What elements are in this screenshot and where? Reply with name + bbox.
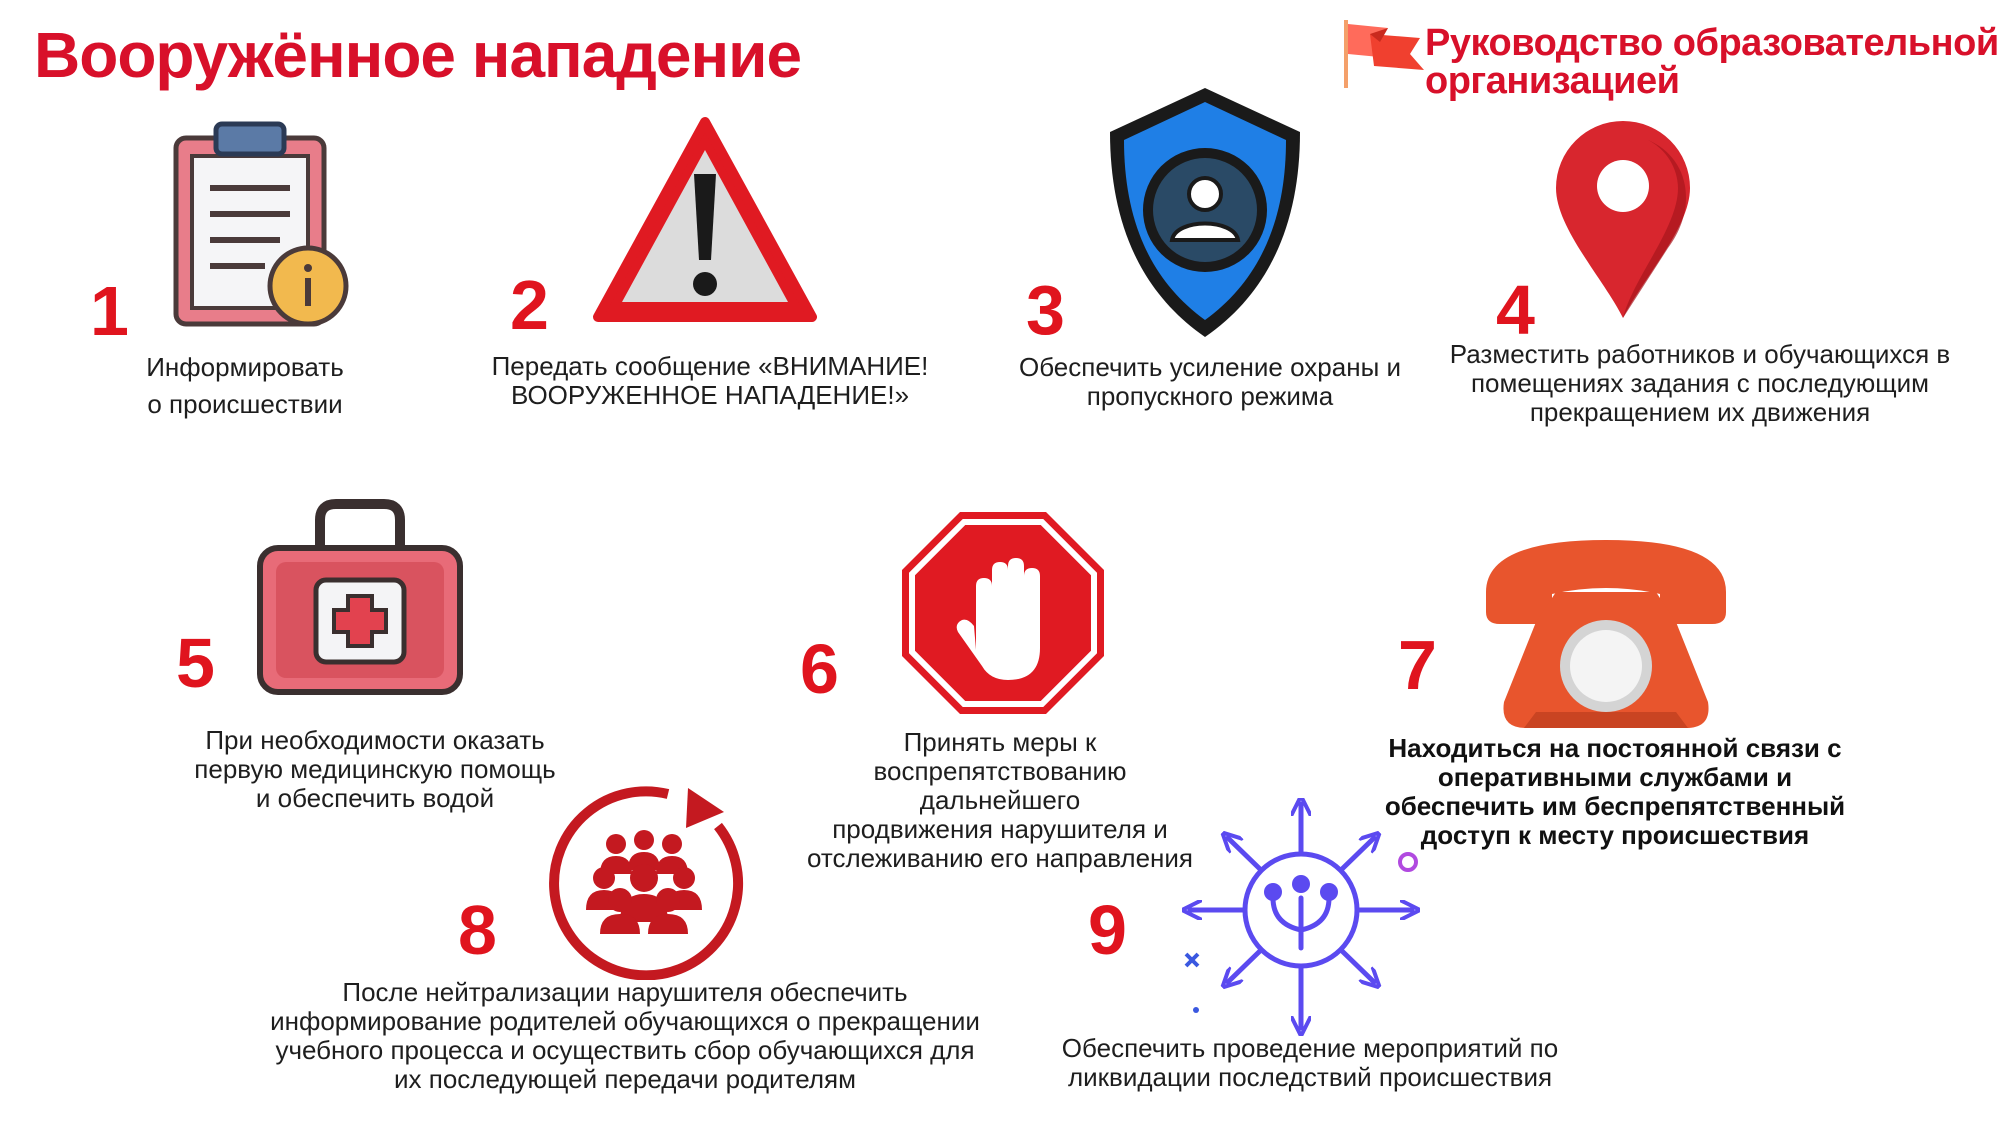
- group-gathering-icon: [542, 782, 752, 980]
- step-2-line: Передать сообщение «ВНИМАНИЕ!: [491, 351, 929, 381]
- step-5-line: и обеспечить водой: [255, 783, 495, 813]
- step-3-text: [1005, 353, 1415, 411]
- step-2-text: [490, 352, 930, 410]
- step-9-text: [1030, 1034, 1590, 1092]
- role-line-2: организацией: [1425, 60, 1680, 102]
- step-7-line: Находиться на постоянной связи с: [1388, 733, 1842, 763]
- step-7-number: 7: [1398, 626, 1437, 704]
- step-5-text: [190, 726, 560, 813]
- step-1-text: [110, 353, 380, 419]
- step-6-text: [795, 728, 1205, 873]
- distribution-arrows-icon: [1176, 798, 1426, 1038]
- step-9-line: ликвидации последствий происшествия: [1067, 1062, 1553, 1092]
- telephone-icon: [1476, 532, 1736, 732]
- step-8-line: информирование родителей обучающихся о прекращении: [270, 1006, 980, 1036]
- step-5-number: 5: [176, 624, 215, 702]
- step-3-line: Обеспечить усиление охраны и: [1018, 352, 1401, 382]
- step-7-line: доступ к месту происшествия: [1420, 820, 1810, 850]
- step-9-number: 9: [1088, 891, 1127, 969]
- page-title: Вооружённое нападение: [34, 19, 802, 91]
- role-line-1: Руководство образовательной: [1425, 22, 1999, 64]
- step-8-text: [270, 978, 980, 1094]
- step-6-number: 6: [800, 630, 839, 708]
- step-6-line: воспрепятствованию дальнейшего: [873, 756, 1127, 815]
- step-8-number: 8: [458, 891, 497, 969]
- step-6-line: отслеживанию его направления: [806, 843, 1194, 873]
- step-8-line: После нейтрализации нарушителя обеспечить: [342, 977, 908, 1007]
- first-aid-kit-icon: [254, 498, 466, 698]
- flag-icon: [1340, 18, 1430, 90]
- role-heading: [1425, 24, 1999, 100]
- step-4-number: 4: [1496, 271, 1535, 349]
- security-shield-icon: [1100, 82, 1310, 344]
- step-4-text: [1440, 340, 1960, 427]
- step-1-line: о происшествии: [147, 389, 343, 419]
- step-2-number: 2: [510, 266, 549, 344]
- step-2-line: ВООРУЖЕННОЕ НАПАДЕНИЕ!»: [510, 380, 910, 410]
- step-9-line: Обеспечить проведение мероприятий по: [1061, 1033, 1559, 1063]
- step-6-line: Принять меры к: [903, 727, 1097, 757]
- step-7-line: оперативными службами и: [1437, 762, 1793, 792]
- clipboard-info-icon: [170, 118, 360, 328]
- step-8-line: их последующей передачи родителям: [394, 1064, 856, 1094]
- step-6-line: продвижения нарушителя и: [832, 814, 1168, 844]
- step-7-line: обеспечить им беспрепятственный: [1384, 791, 1846, 821]
- step-1-number: 1: [90, 272, 129, 350]
- stop-hand-icon: [898, 508, 1108, 718]
- step-4-line: Разместить работников и обучающихся в: [1449, 339, 1951, 369]
- step-8-line: учебного процесса и осуществить сбор обучающихся для: [275, 1035, 975, 1065]
- warning-triangle-icon: [590, 112, 820, 332]
- step-7-text: [1380, 734, 1850, 850]
- step-5-line: первую медицинскую помощь: [194, 754, 556, 784]
- step-3-line: пропускного режима: [1086, 381, 1334, 411]
- step-5-line: При необходимости оказать: [205, 725, 545, 755]
- step-1-line: Информировать: [146, 352, 344, 382]
- step-3-number: 3: [1026, 271, 1065, 349]
- step-4-line: прекращением их движения: [1529, 397, 1871, 427]
- location-pin-icon: [1548, 118, 1698, 323]
- step-4-line: помещениях задания с последующим: [1470, 368, 1930, 398]
